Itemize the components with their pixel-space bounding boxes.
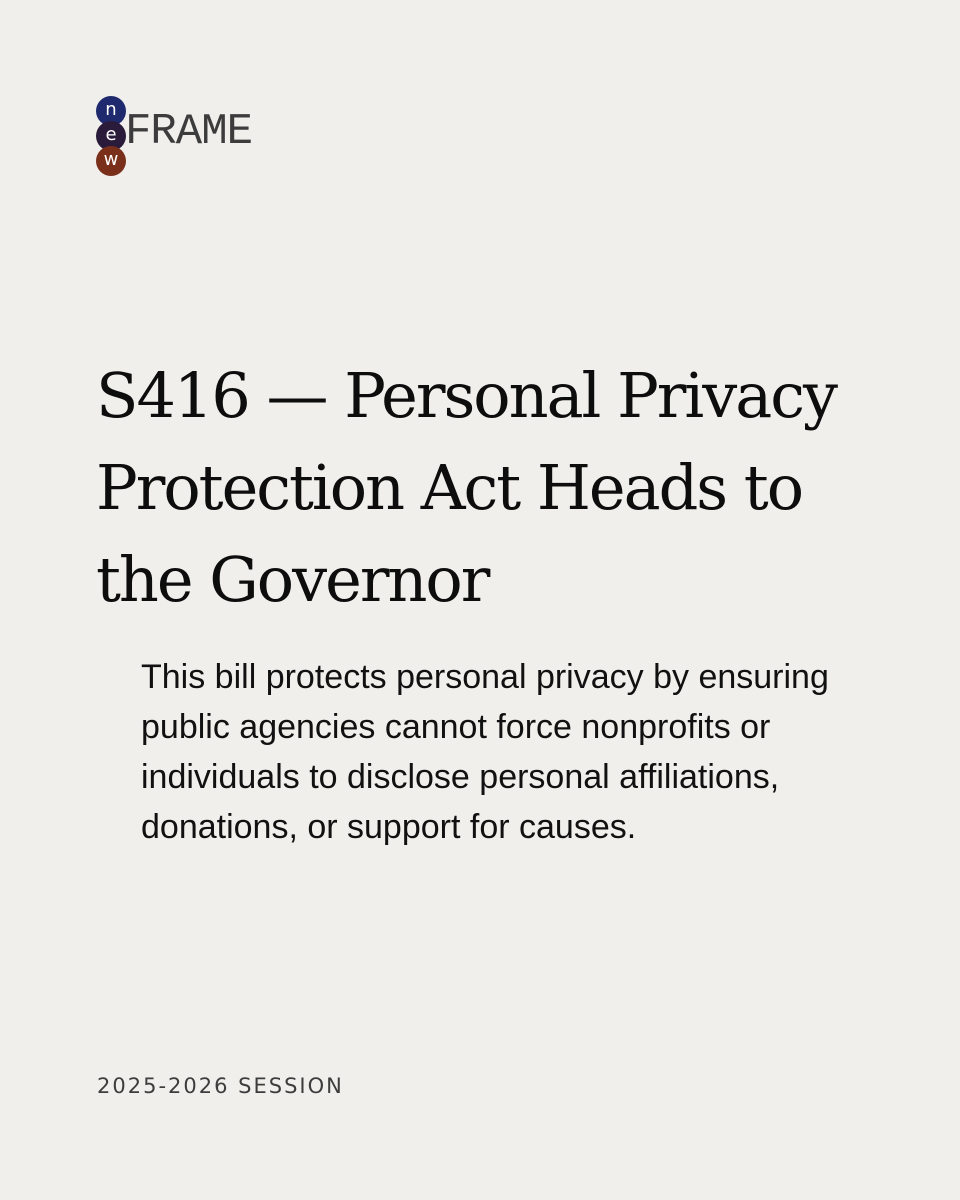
bill-summary: This bill protects personal privacy by ensuring public agencies cannot force nonprofits or individuals to disclose personal affiliations, donations, or support for causes. (141, 658, 829, 846)
logo-letter-e: e (96, 121, 126, 151)
logo-letter-n: n (96, 96, 126, 126)
session-label: 2025-2026 SESSION (97, 1074, 344, 1098)
newframe-logo (96, 96, 326, 176)
logo-letter-w: w (96, 146, 126, 176)
headline: S416 — Personal Privacy Protection Act Heads to the Governor (96, 359, 836, 616)
logo-wordmark: FRAME (125, 107, 253, 157)
